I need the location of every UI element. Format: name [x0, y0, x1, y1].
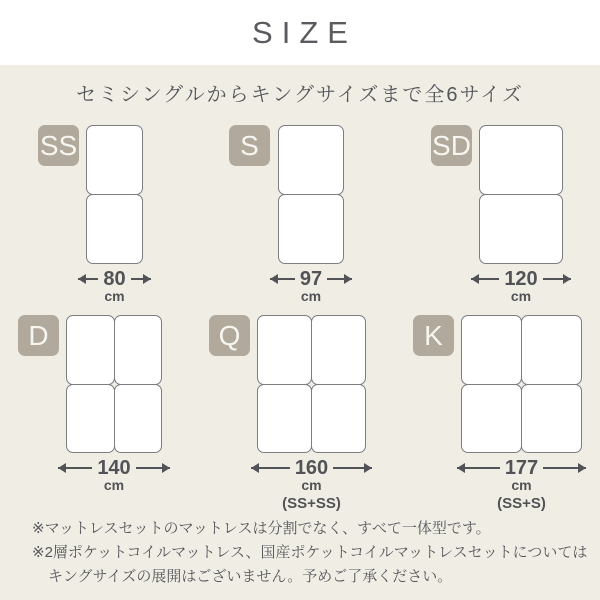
dimension-note: (SS+SS)	[282, 495, 341, 512]
dimension-sd	[471, 268, 571, 304]
arrow-left-icon	[251, 467, 290, 469]
size-code-label: K	[424, 319, 443, 351]
arrow-left-icon	[457, 467, 500, 469]
mattress-segment	[257, 315, 312, 385]
arrow-left-icon	[58, 467, 92, 469]
size-code-label: S	[240, 129, 259, 161]
dimension-unit: cm	[300, 288, 322, 304]
size-code-label: Q	[218, 319, 241, 351]
dimension-value: 140	[97, 457, 131, 479]
dimension-k	[457, 457, 586, 512]
arrow-right-icon	[333, 467, 372, 469]
dimension-ss	[78, 268, 151, 304]
size-group-ss	[38, 125, 208, 304]
mattress-segment	[86, 194, 143, 264]
arrow-left-icon	[471, 278, 499, 280]
arrow-right-icon	[136, 467, 170, 469]
mattress-segment	[66, 384, 115, 453]
mattress-diagram-s	[278, 125, 344, 264]
subtitle: セミシングルからキングサイズまで全6サイズ	[76, 84, 524, 106]
arrow-right-icon	[543, 278, 571, 280]
mattress-segment	[461, 384, 522, 453]
size-badge-sd	[431, 125, 472, 166]
arrow-left-icon	[78, 278, 98, 280]
dimension-q	[251, 457, 372, 512]
mattress-diagram-sd	[479, 125, 563, 264]
dimension-value: 120	[504, 268, 538, 290]
arrow-left-icon	[270, 278, 295, 280]
footnote-line: ※マットレスセットのマットレスは分割でなく、すべて一体型です。	[32, 520, 491, 537]
mattress-segment	[86, 125, 143, 195]
mattress-segment	[521, 315, 582, 385]
footnote-line: キングサイズの展開はございません。予めご了承ください。	[48, 568, 453, 585]
size-badge-s	[229, 125, 270, 166]
size-group-d	[18, 315, 198, 505]
footnote-line: ※2層ポケットコイルマットレス、国産ポケットコイルマットレスセットについては	[32, 544, 588, 561]
size-group-s	[229, 125, 399, 304]
mattress-segment	[461, 315, 522, 385]
mattress-diagram-d	[66, 315, 162, 453]
mattress-diagram-q	[257, 315, 366, 453]
size-badge-d	[18, 315, 59, 356]
size-code-label: SS	[39, 129, 78, 161]
footnotes	[32, 517, 588, 589]
mattress-segment	[311, 315, 366, 385]
size-code-label: SD	[432, 129, 471, 161]
size-badge-q	[209, 315, 250, 356]
size-group-sd	[431, 125, 600, 304]
mattress-segment	[257, 384, 312, 453]
arrow-right-icon	[543, 467, 586, 469]
mattress-segment	[479, 194, 563, 264]
dimension-unit: cm	[103, 477, 125, 493]
dimension-value: 160	[294, 457, 329, 479]
mattress-segment	[278, 194, 344, 264]
dimension-value: 80	[103, 268, 126, 290]
dimension-unit: cm	[104, 288, 125, 304]
mattress-segment	[114, 384, 163, 453]
mattress-segment	[521, 384, 582, 453]
dimension-s	[270, 268, 352, 304]
arrow-right-icon	[131, 278, 151, 280]
dimension-value: 97	[299, 268, 323, 290]
mattress-segment	[66, 315, 115, 385]
mattress-diagram-k	[461, 315, 582, 453]
dimension-note: (SS+S)	[497, 495, 546, 512]
size-badge-k	[413, 315, 454, 356]
mattress-diagram-ss	[86, 125, 143, 264]
size-code-label: D	[28, 319, 49, 351]
size-group-k	[413, 315, 593, 512]
dimension-unit: cm	[301, 477, 322, 493]
mattress-segment	[479, 125, 563, 195]
size-group-q	[209, 315, 389, 512]
arrow-right-icon	[327, 278, 352, 280]
page-title: SIZE	[252, 14, 357, 50]
dimension-unit: cm	[511, 477, 532, 493]
dimension-d	[58, 457, 170, 493]
mattress-segment	[278, 125, 344, 195]
header-band	[0, 0, 600, 65]
mattress-segment	[114, 315, 163, 385]
size-badge-ss	[38, 125, 79, 166]
dimension-value: 177	[504, 457, 539, 479]
mattress-segment	[311, 384, 366, 453]
dimension-unit: cm	[510, 288, 532, 304]
